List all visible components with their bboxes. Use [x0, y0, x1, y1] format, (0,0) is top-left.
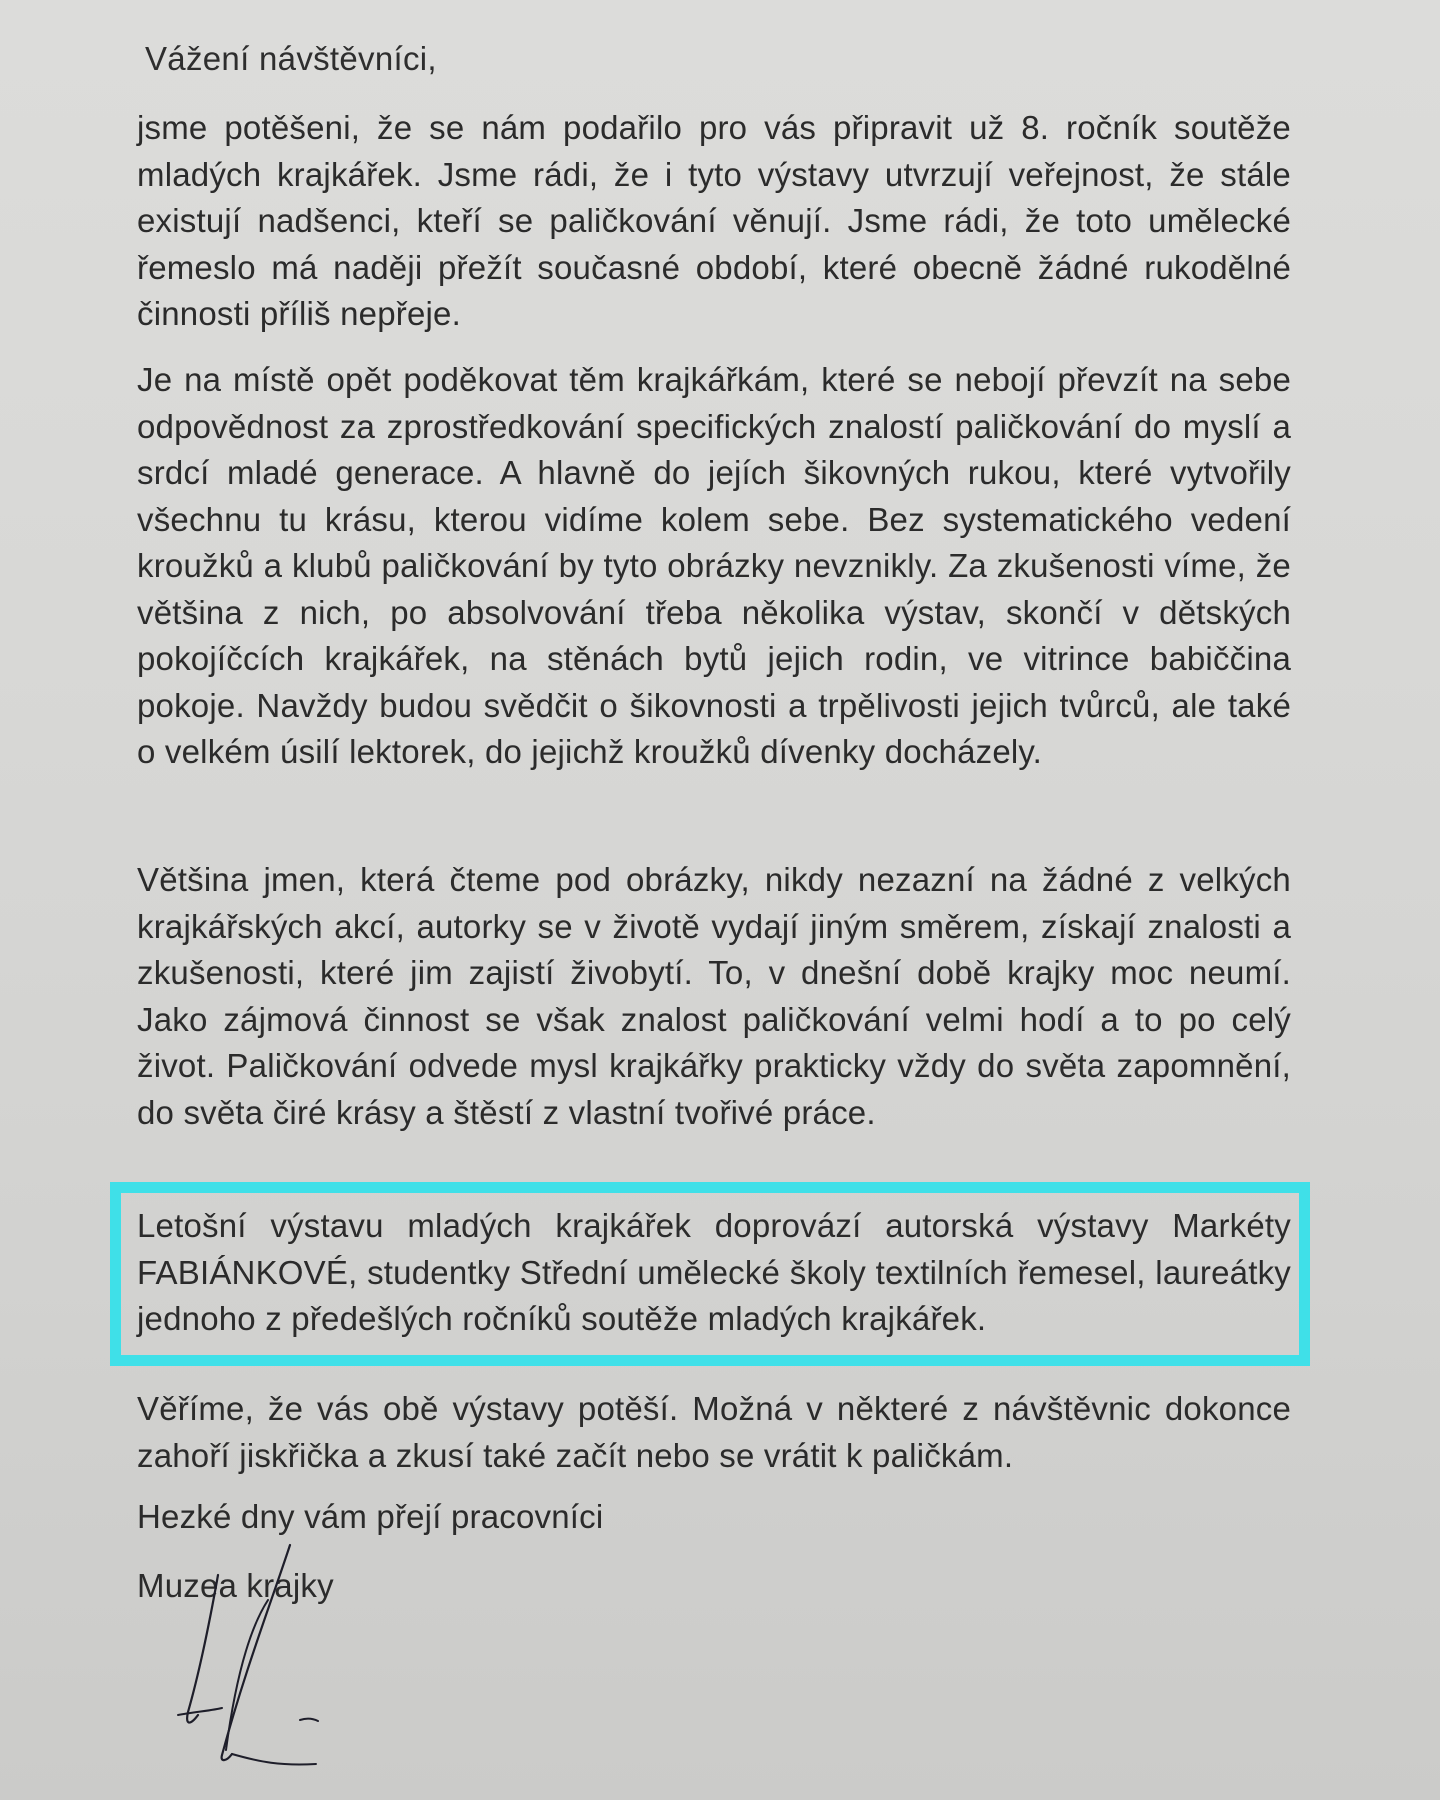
paragraph-thanks: Je na místě opět poděkovat těm krajkářkám, které se nebojí převzít na sebe odpovědnost za zprostředkování specifických znalostí paličkování do myslí a srdcí mladé generace. A hlavně do jejích šikovných rukou, které vytvořily všechnu tu krásu, kterou vidíme kolem sebe. Bez systematického vedení kroužků a klubů paličkování by tyto obrázky nevznikly. Za zkušenosti víme, že většina z nich, po absolvování třeba několika výstav, skončí v dětských pokojíčcích krajkářek, na stěnách bytů jejich rodin, ve vitrince babiččina pokoje. Navždy budou svědčit o šikovnosti a trpělivosti jejich tvůrců, ale také o velkém úsilí lektorek, do jejichž kroužků dívenky docházely. — [137, 361, 1291, 770]
paragraph-names: Většina jmen, která čteme pod obrázky, nikdy nezazní na žádné z velkých krajkářských akcí, autorky se v životě vydají jiným směrem, získají znalosti a zkušenosti, které jim zajistí živobytí. To, v dnešní době krajky moc neumí. Jako zájmová činnost se však znalost paličkování velmi hodí a to po celý život. Paličkování odvede mysl krajkářky prakticky vždy do světa zapomnění, do světa čiré krásy a štěstí z vlastní tvořivé práce. — [137, 861, 1291, 1131]
letter-greeting: Vážení návštěvníci, — [145, 40, 437, 77]
paragraph-intro: jsme potěšeni, že se nám podařilo pro vás připravit už 8. ročník soutěže mladých krajkářek. Jsme rádi, že i tyto výstavy utvrzují veřejnost, že stále existují nadšenci, kteří se paličkování věnují. Jsme rádi, že toto umělecké řemeslo má naději přežít současné období, které obecně žádné rukodělné činnosti příliš nepřeje. — [137, 109, 1291, 332]
handwritten-signature — [160, 1540, 360, 1770]
closing-greeting: Hezké dny vám přejí pracovníci — [137, 1498, 604, 1535]
closing-signatory: Muzea krajky — [137, 1567, 334, 1604]
paragraph-highlighted-exhibition: Letošní výstavu mladých krajkářek doprovází autorská výstavy Markéty FABIÁNKOVÉ, studentky Střední umělecké školy textilních řemesel, laureátky jednoho z předešlých ročníků soutěže mladých krajkářek. — [137, 1207, 1291, 1337]
paragraph-wishes: Věříme, že vás obě výstavy potěší. Možná v některé z návštěvnic dokonce zahoří jiskřička a zkusí také začít nebo se vrátit k paličkám. — [137, 1390, 1291, 1474]
